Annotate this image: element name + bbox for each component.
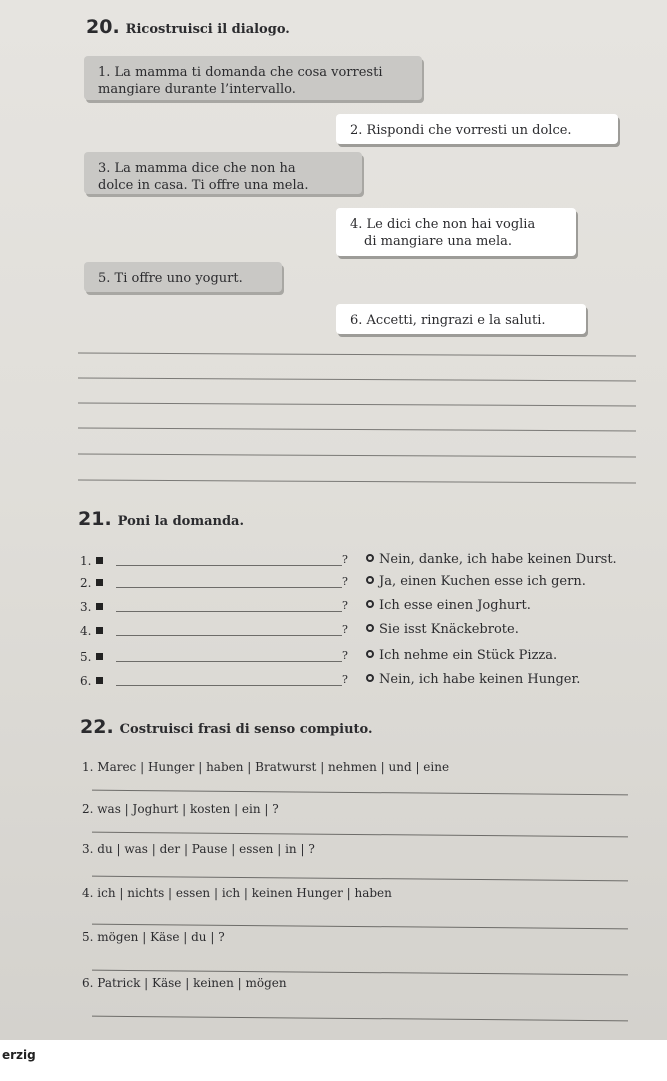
bubble-number: 4. [350,217,363,232]
exercise-21-title: Poni la domanda. [117,514,245,529]
bubble-line: dolce in casa. Ti offre una mela. [98,178,309,193]
word-list: ich | nichts | essen | ich | keinen Hunger | haben [97,886,392,900]
writing-line[interactable] [92,924,628,930]
sentence-item-5: 5. mögen | Käse | du | ? [82,930,225,944]
dialog-bubble-1 [84,56,422,100]
sentence-item-1: 1. Marec | Hunger | haben | Bratwurst | nehmen | und | eine [82,760,450,774]
question-mark: ? [342,649,348,662]
writing-line[interactable] [78,403,636,407]
given-answer: Ich esse einen Joghurt. [366,598,531,613]
bubble-line: La mamma ti domanda che cosa vorresti [114,65,383,80]
row-number: 2. [80,576,92,590]
dialog-bubble-6 [336,304,586,334]
exercise-20-heading [86,16,290,38]
square-bullet-icon [96,677,103,684]
answer-blank[interactable] [116,635,342,636]
sentence-item-4: 4. ich | nichts | essen | ich | keinen Hunger | haben [82,886,392,900]
writing-line[interactable] [78,428,636,432]
writing-line[interactable] [92,876,628,882]
answer-blank[interactable] [116,565,342,566]
given-answer: Ich nehme ein Stück Pizza. [366,648,557,663]
square-bullet-icon [96,653,103,660]
question-mark: ? [342,673,348,686]
footer-text: erzig [2,1048,36,1062]
exercise-21-heading [78,508,244,530]
bubble-line: La mamma dice che non ha [114,161,296,176]
bubble-number: 1. [98,65,111,80]
writing-line[interactable] [78,454,636,458]
row-number: 1. [80,554,92,568]
dialog-bubble-5 [84,262,282,292]
bubble-line: Accetti, ringrazi e la saluti. [366,313,546,328]
writing-line[interactable] [78,353,636,357]
dialog-bubble-3 [84,152,362,194]
circle-bullet-icon [366,624,374,632]
writing-line[interactable] [92,832,628,838]
sentence-item-6: 6. Patrick | Käse | keinen | mögen [82,976,287,990]
writing-line[interactable] [78,378,636,382]
exercise-22-number: 22. [80,716,114,738]
answer-blank[interactable] [116,611,342,612]
square-bullet-icon [96,557,103,564]
given-answer: Ja, einen Kuchen esse ich gern. [366,574,586,589]
bubble-line: di mangiare una mela. [364,234,513,249]
question-mark: ? [342,599,348,612]
row-number: 3. [80,600,92,614]
square-bullet-icon [96,579,103,586]
circle-bullet-icon [366,600,374,608]
word-list: mögen | Käse | du | ? [97,930,225,944]
word-list: Marec | Hunger | haben | Bratwurst | nehmen | und | eine [97,760,450,774]
writing-line[interactable] [92,790,628,796]
circle-bullet-icon [366,554,374,562]
exercise-22-heading [80,716,373,738]
sentence-item-2: 2. was | Joghurt | kosten | ein | ? [82,802,279,816]
writing-line[interactable] [92,1016,628,1022]
exercise-20-number: 20. [86,16,120,38]
row-number: 6. [80,674,92,688]
answer-blank[interactable] [116,685,342,686]
square-bullet-icon [96,603,103,610]
exercise-20-title: Ricostruisci il dialogo. [125,22,290,37]
question-mark: ? [342,575,348,588]
question-mark: ? [342,623,348,636]
given-answer: Nein, danke, ich habe keinen Durst. [366,552,617,567]
square-bullet-icon [96,627,103,634]
question-mark: ? [342,553,348,566]
word-list: was | Joghurt | kosten | ein | ? [97,802,279,816]
word-list: du | was | der | Pause | essen | in | ? [97,842,315,856]
exercise-22-title: Costruisci frasi di senso compiuto. [119,722,373,737]
bubble-line: Ti offre uno yogurt. [114,271,243,286]
given-answer: Sie isst Knäckebrote. [366,622,519,637]
bubble-line: Rispondi che vorresti un dolce. [366,123,572,138]
given-answer: Nein, ich habe keinen Hunger. [366,672,580,687]
bubble-line: mangiare durante l’intervallo. [98,82,296,97]
bubble-number: 6. [350,313,363,328]
answer-blank[interactable] [116,661,342,662]
circle-bullet-icon [366,674,374,682]
bubble-number: 3. [98,161,111,176]
answer-blank[interactable] [116,587,342,588]
row-number: 5. [80,650,92,664]
dialog-bubble-4 [336,208,576,256]
footer-strip [0,1040,667,1081]
word-list: Patrick | Käse | keinen | mögen [97,976,287,990]
dialog-bubble-2 [336,114,618,144]
bubble-line: Le dici che non hai voglia [366,217,536,232]
writing-line[interactable] [92,970,628,976]
circle-bullet-icon [366,576,374,584]
bubble-number: 5. [98,271,111,286]
row-number: 4. [80,624,92,638]
exercise-21-number: 21. [78,508,112,530]
sentence-item-3: 3. du | was | der | Pause | essen | in | ? [82,842,315,856]
circle-bullet-icon [366,650,374,658]
writing-line[interactable] [78,480,636,484]
bubble-number: 2. [350,123,363,138]
